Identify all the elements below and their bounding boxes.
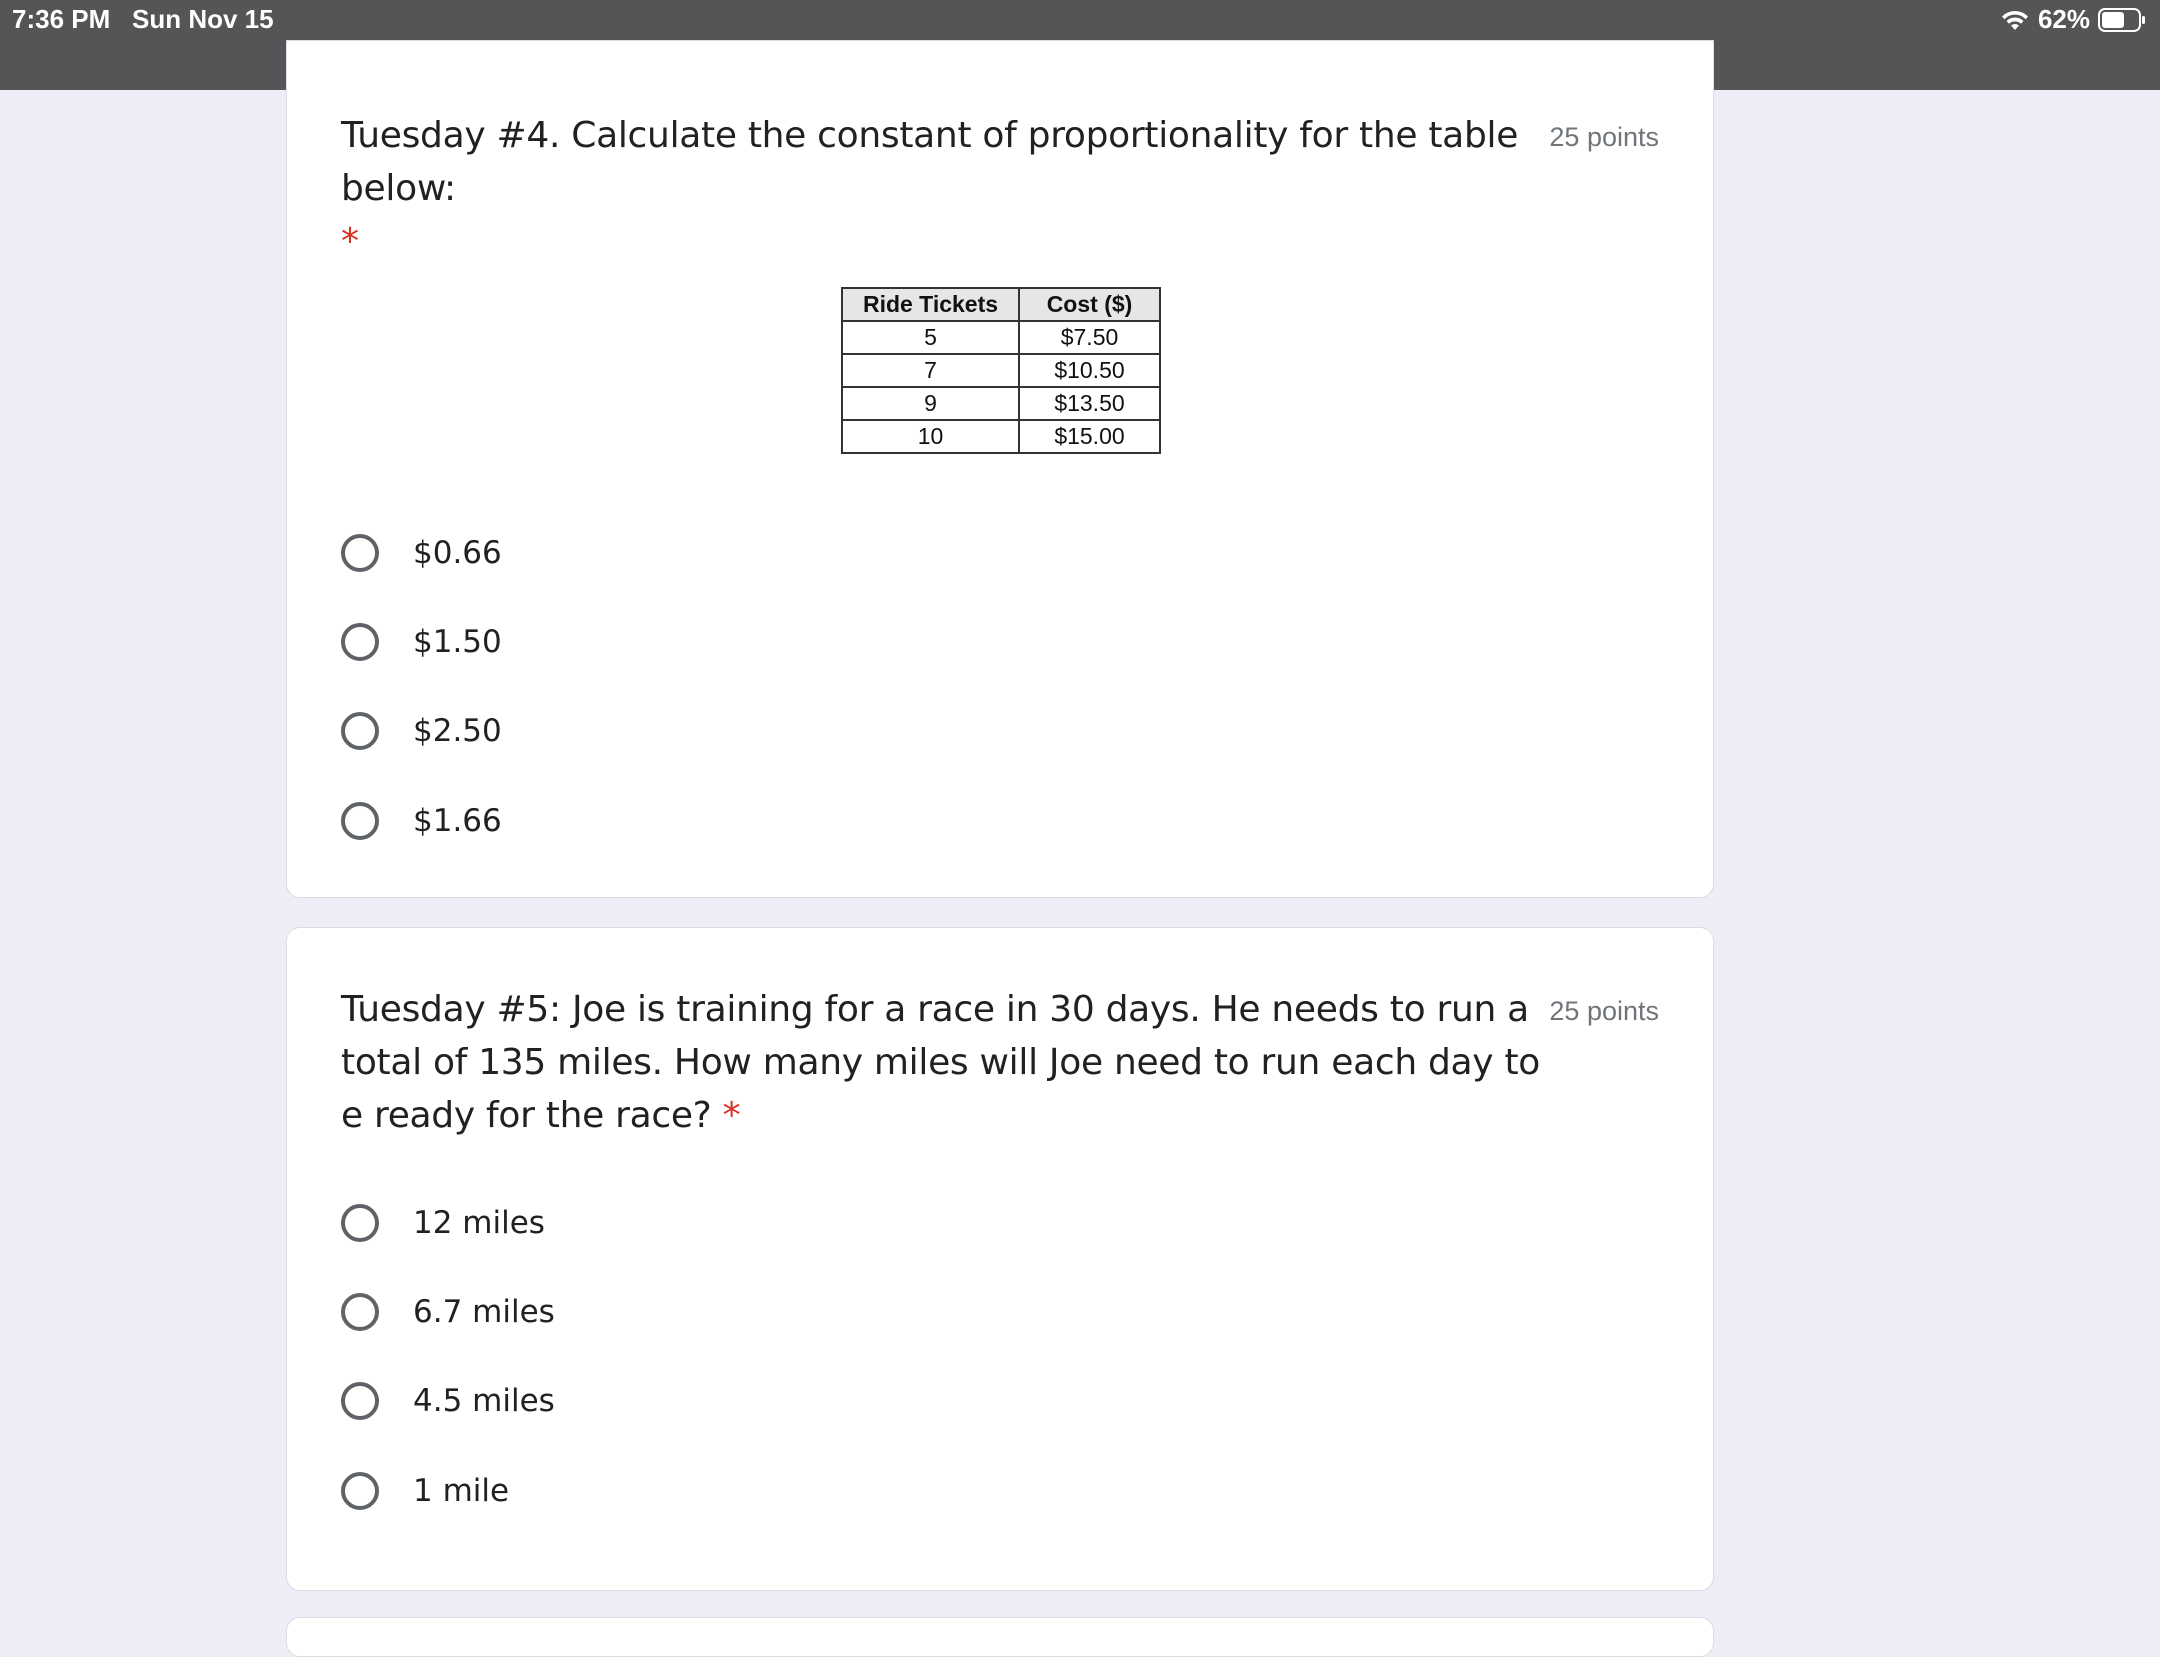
answer-option[interactable] [341,617,502,667]
radio-button[interactable] [341,623,379,661]
answer-option-label: 6.7 miles [413,1294,555,1330]
battery-icon [2098,8,2146,32]
answer-option[interactable] [341,528,502,578]
answer-option-label: $0.66 [413,535,502,571]
status-indicators [2000,4,2146,35]
radio-button[interactable] [341,1472,379,1510]
table-header-ride-tickets: Ride Tickets [842,288,1019,321]
required-asterisk: * [722,1095,741,1136]
question-points: 25 points [1549,122,1659,152]
wifi-icon [2000,9,2030,31]
table-cell: $7.50 [1019,321,1160,354]
table-row [842,321,1160,354]
radio-button[interactable] [341,534,379,572]
answer-option-label: $2.50 [413,713,502,749]
answer-option[interactable] [341,1287,555,1337]
question-title [341,109,1531,268]
answer-option[interactable] [341,1376,555,1426]
table-row [842,387,1160,420]
answer-option-label: $1.66 [413,803,502,839]
table-cell: $10.50 [1019,354,1160,387]
required-asterisk: * [341,221,359,262]
table-cell: $13.50 [1019,387,1160,420]
table-cell: 10 [842,420,1019,453]
radio-button[interactable] [341,712,379,750]
answer-option-label: 1 mile [413,1473,510,1509]
answer-option-label: $1.50 [413,624,502,660]
table-row [842,420,1160,453]
table-header-cost: Cost ($) [1019,288,1160,321]
radio-button[interactable] [341,1204,379,1242]
answer-option-label: 12 miles [413,1205,545,1241]
proportionality-table [841,287,1161,454]
answer-option[interactable] [341,1466,509,1516]
answer-option-label: 4.5 miles [413,1383,555,1419]
question-title [341,983,1541,1142]
table-header-row [842,288,1160,321]
status-date: Sun Nov 15 [132,4,274,34]
table-row [842,354,1160,387]
answer-option[interactable] [341,796,502,846]
table-cell: $15.00 [1019,420,1160,453]
status-time: 7:36 PM [12,4,111,34]
next-question-card [286,1617,1714,1657]
question-title-text: Tuesday #4. Calculate the constant of proportionality for the table below: [341,115,1519,209]
question-points: 25 points [1549,996,1659,1026]
radio-button[interactable] [341,1293,379,1331]
table-cell: 9 [842,387,1019,420]
question-card-5 [286,927,1714,1591]
radio-button[interactable] [341,1382,379,1420]
radio-button[interactable] [341,802,379,840]
battery-percent: 62% [2037,4,2090,34]
question-card-4 [286,40,1714,898]
answer-option[interactable] [341,1198,545,1248]
table-cell: 7 [842,354,1019,387]
question-title-text: Tuesday #5: Joe is training for a race in 30 days. He needs to run a total of 135 miles. How many miles will Joe need to run each day to e ready for the race? [341,989,1540,1136]
table-cell: 5 [842,321,1019,354]
answer-option[interactable] [341,706,502,756]
